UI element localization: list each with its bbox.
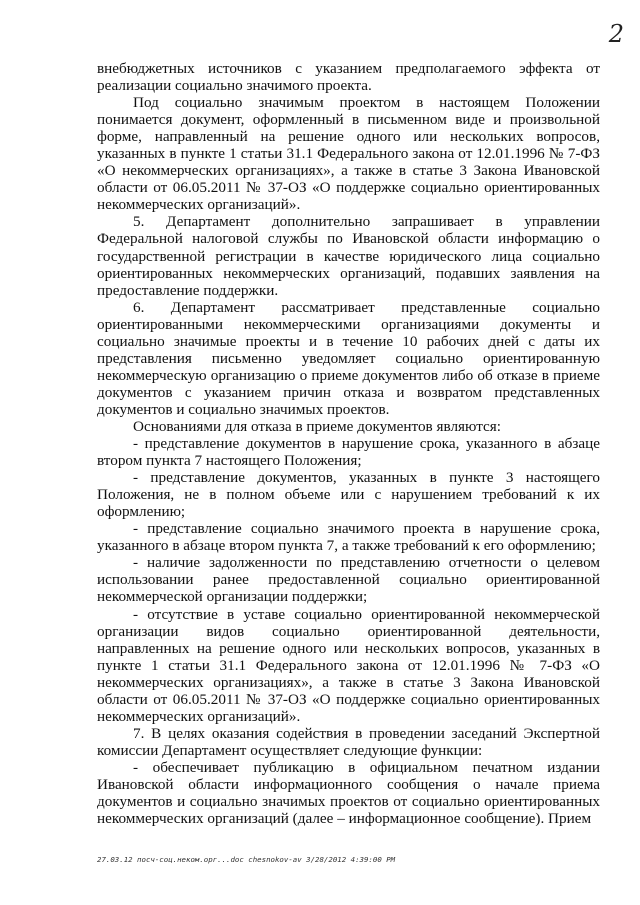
page-number: 2 [608, 20, 624, 48]
paragraph-8: - представление социально значимого проекта в нарушение срока, указанного в абзаце втором пункта 7, а также требований к его оформлению; [97, 520, 600, 555]
paragraph-4: 6. Департамент рассматривает представленные социально ориентированными некоммерческими организациями документы и социально значимые проекты и в течение 10 рабочих дней с даты их представления письменно уведомляет социально ориентированную некоммерческую организацию о приеме документов либо об отказе в приеме документов с указанием причин отказа и возвратом представленных документов и социально значимых проектов. [97, 298, 600, 418]
paragraph-10: - отсутствие в уставе социально ориентированной некоммерческой организации видов социально ориентированной деятельности, направленных на решение одного или нескольких вопросов, указанных в пункте 1 статьи 31.1 Федерального закона от 12.01.1996 № 7-ФЗ «О некоммерческих организациях», а также в статье 3 Закона Ивановской области от 06.05.2011 № 37-ОЗ «О поддержке социально ориентированных некоммерческих организаций». [97, 605, 600, 725]
paragraph-1: внебюджетных источников с указанием предполагаемого эффекта от реализации социально значимого проекта. [97, 60, 600, 95]
file-footer: 27.03.12 посч-соц.неком.орг...doc chesnokov-av 3/28/2012 4:39:00 PM [97, 855, 396, 864]
paragraph-12: - обеспечивает публикацию в официальном печатном издании Ивановской области информационного сообщения о начале приема документов и социально значимых проектов от социально ориентированных некоммерческих организаций (далее – информационное сообщение). Прием [97, 758, 600, 828]
paragraph-6: - представление документов в нарушение срока, указанного в абзаце втором пункта 7 настоящего Положения; [97, 435, 600, 470]
paragraph-7: - представление документов, указанных в пункте 3 настоящего Положения, не в полном объеме или с нарушением требований к их оформлению; [97, 469, 600, 521]
paragraph-5: Основаниями для отказа в приеме документов являются: [133, 417, 501, 435]
document-body [97, 60, 600, 827]
paragraph-11: 7. В целях оказания содействия в проведении заседаний Экспертной комиссии Департамент осуществляет следующие функции: [97, 724, 600, 759]
paragraph-2: Под социально значимым проектом в настоящем Положении понимается документ, оформленный в письменном виде и произвольной форме, направленный на решение одного или нескольких вопросов, указанных в пункте 1 статьи 31.1 Федерального закона от 12.01.1996 № 7-ФЗ «О некоммерческих организациях», а также в статье 3 Закона Ивановской области от 06.05.2011 № 37-ОЗ «О поддержке социально ориентированных некоммерческих организаций». [97, 94, 600, 214]
paragraph-3: 5. Департамент дополнительно запрашивает в управлении Федеральной налоговой службы по Ивановской области информацию о государственной регистрации в качестве юридического лица социально ориентированных некоммерческих организаций, подавших заявления на предоставление поддержки. [97, 213, 600, 299]
paragraph-9: - наличие задолженности по представлению отчетности о целевом использовании ранее предоставленной социально ориентированной некоммерческой организации поддержки; [97, 554, 600, 606]
